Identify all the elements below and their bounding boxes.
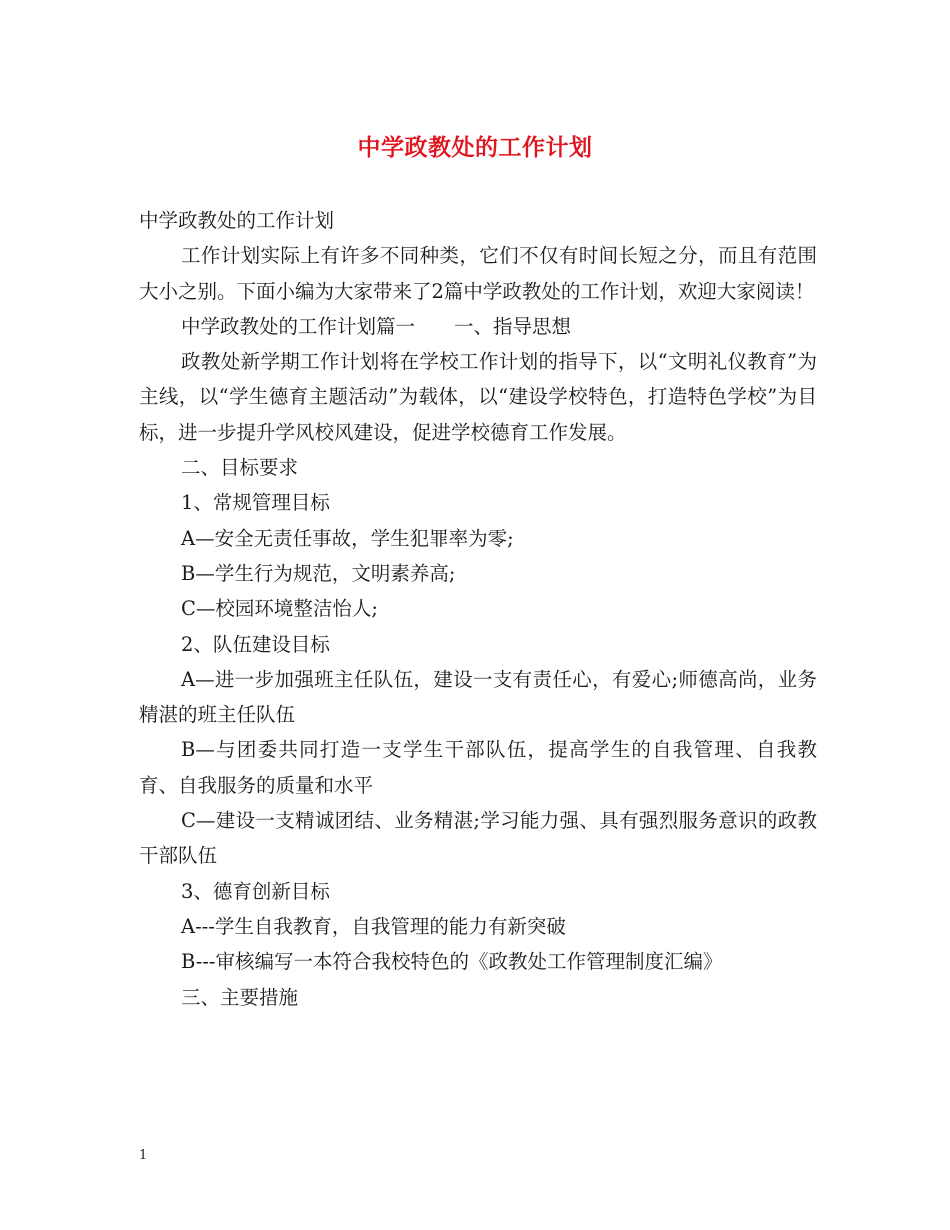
document-body xyxy=(139,203,817,1015)
list-item: C—校园环境整洁怡人; xyxy=(181,597,378,621)
list-item: A—安全无责任事故，学生犯罪率为零; xyxy=(181,526,514,550)
paragraph: 政教处新学期工作计划将在学校工作计划的指导下，以“文明礼仪教育”为主线，以“学生德育主题活动”为载体，以“建设学校特色，打造特色学校”为目标，进一步提升学风校风建设，促进学校德育工作发展。 xyxy=(139,350,817,444)
list-item: B—学生行为规范，文明素养高; xyxy=(181,561,456,585)
paragraph: 中学政教处的工作计划 xyxy=(139,209,335,232)
subsection-heading: 3、德育创新目标 xyxy=(181,879,330,903)
list-item: B---审核编写一本符合我校特色的《政教处工作管理制度汇编》 xyxy=(181,950,723,974)
page-number: 1 xyxy=(139,1148,148,1163)
list-item: A---学生自我教育，自我管理的能力有新突破 xyxy=(181,914,566,938)
section-heading: 二、目标要求 xyxy=(181,456,299,480)
list-item: B—与团委共同打造一支学生干部队伍，提高学生的自我管理、自我教育、自我服务的质量和水平 xyxy=(139,738,817,797)
subsection-heading: 1、常规管理目标 xyxy=(181,491,330,515)
list-item: A—进一步加强班主任队伍，建设一支有责任心，有爱心;师德高尚，业务精湛的班主任队伍 xyxy=(139,667,817,727)
paragraph: 工作计划实际上有许多不同种类，它们不仅有时间长短之分，而且有范围大小之别。下面小编为大家带来了2篇中学政教处的工作计划，欢迎大家阅读！ xyxy=(139,244,817,303)
paragraph: 中学政教处的工作计划篇一 一、指导思想 xyxy=(181,314,572,338)
document-title: 中学政教处的工作计划 xyxy=(357,134,593,161)
section-heading: 三、主要措施 xyxy=(181,985,299,1009)
list-item: C—建设一支精诚团结、业务精湛;学习能力强、具有强烈服务意识的政教干部队伍 xyxy=(139,809,817,868)
subsection-heading: 2、队伍建设目标 xyxy=(181,632,330,656)
